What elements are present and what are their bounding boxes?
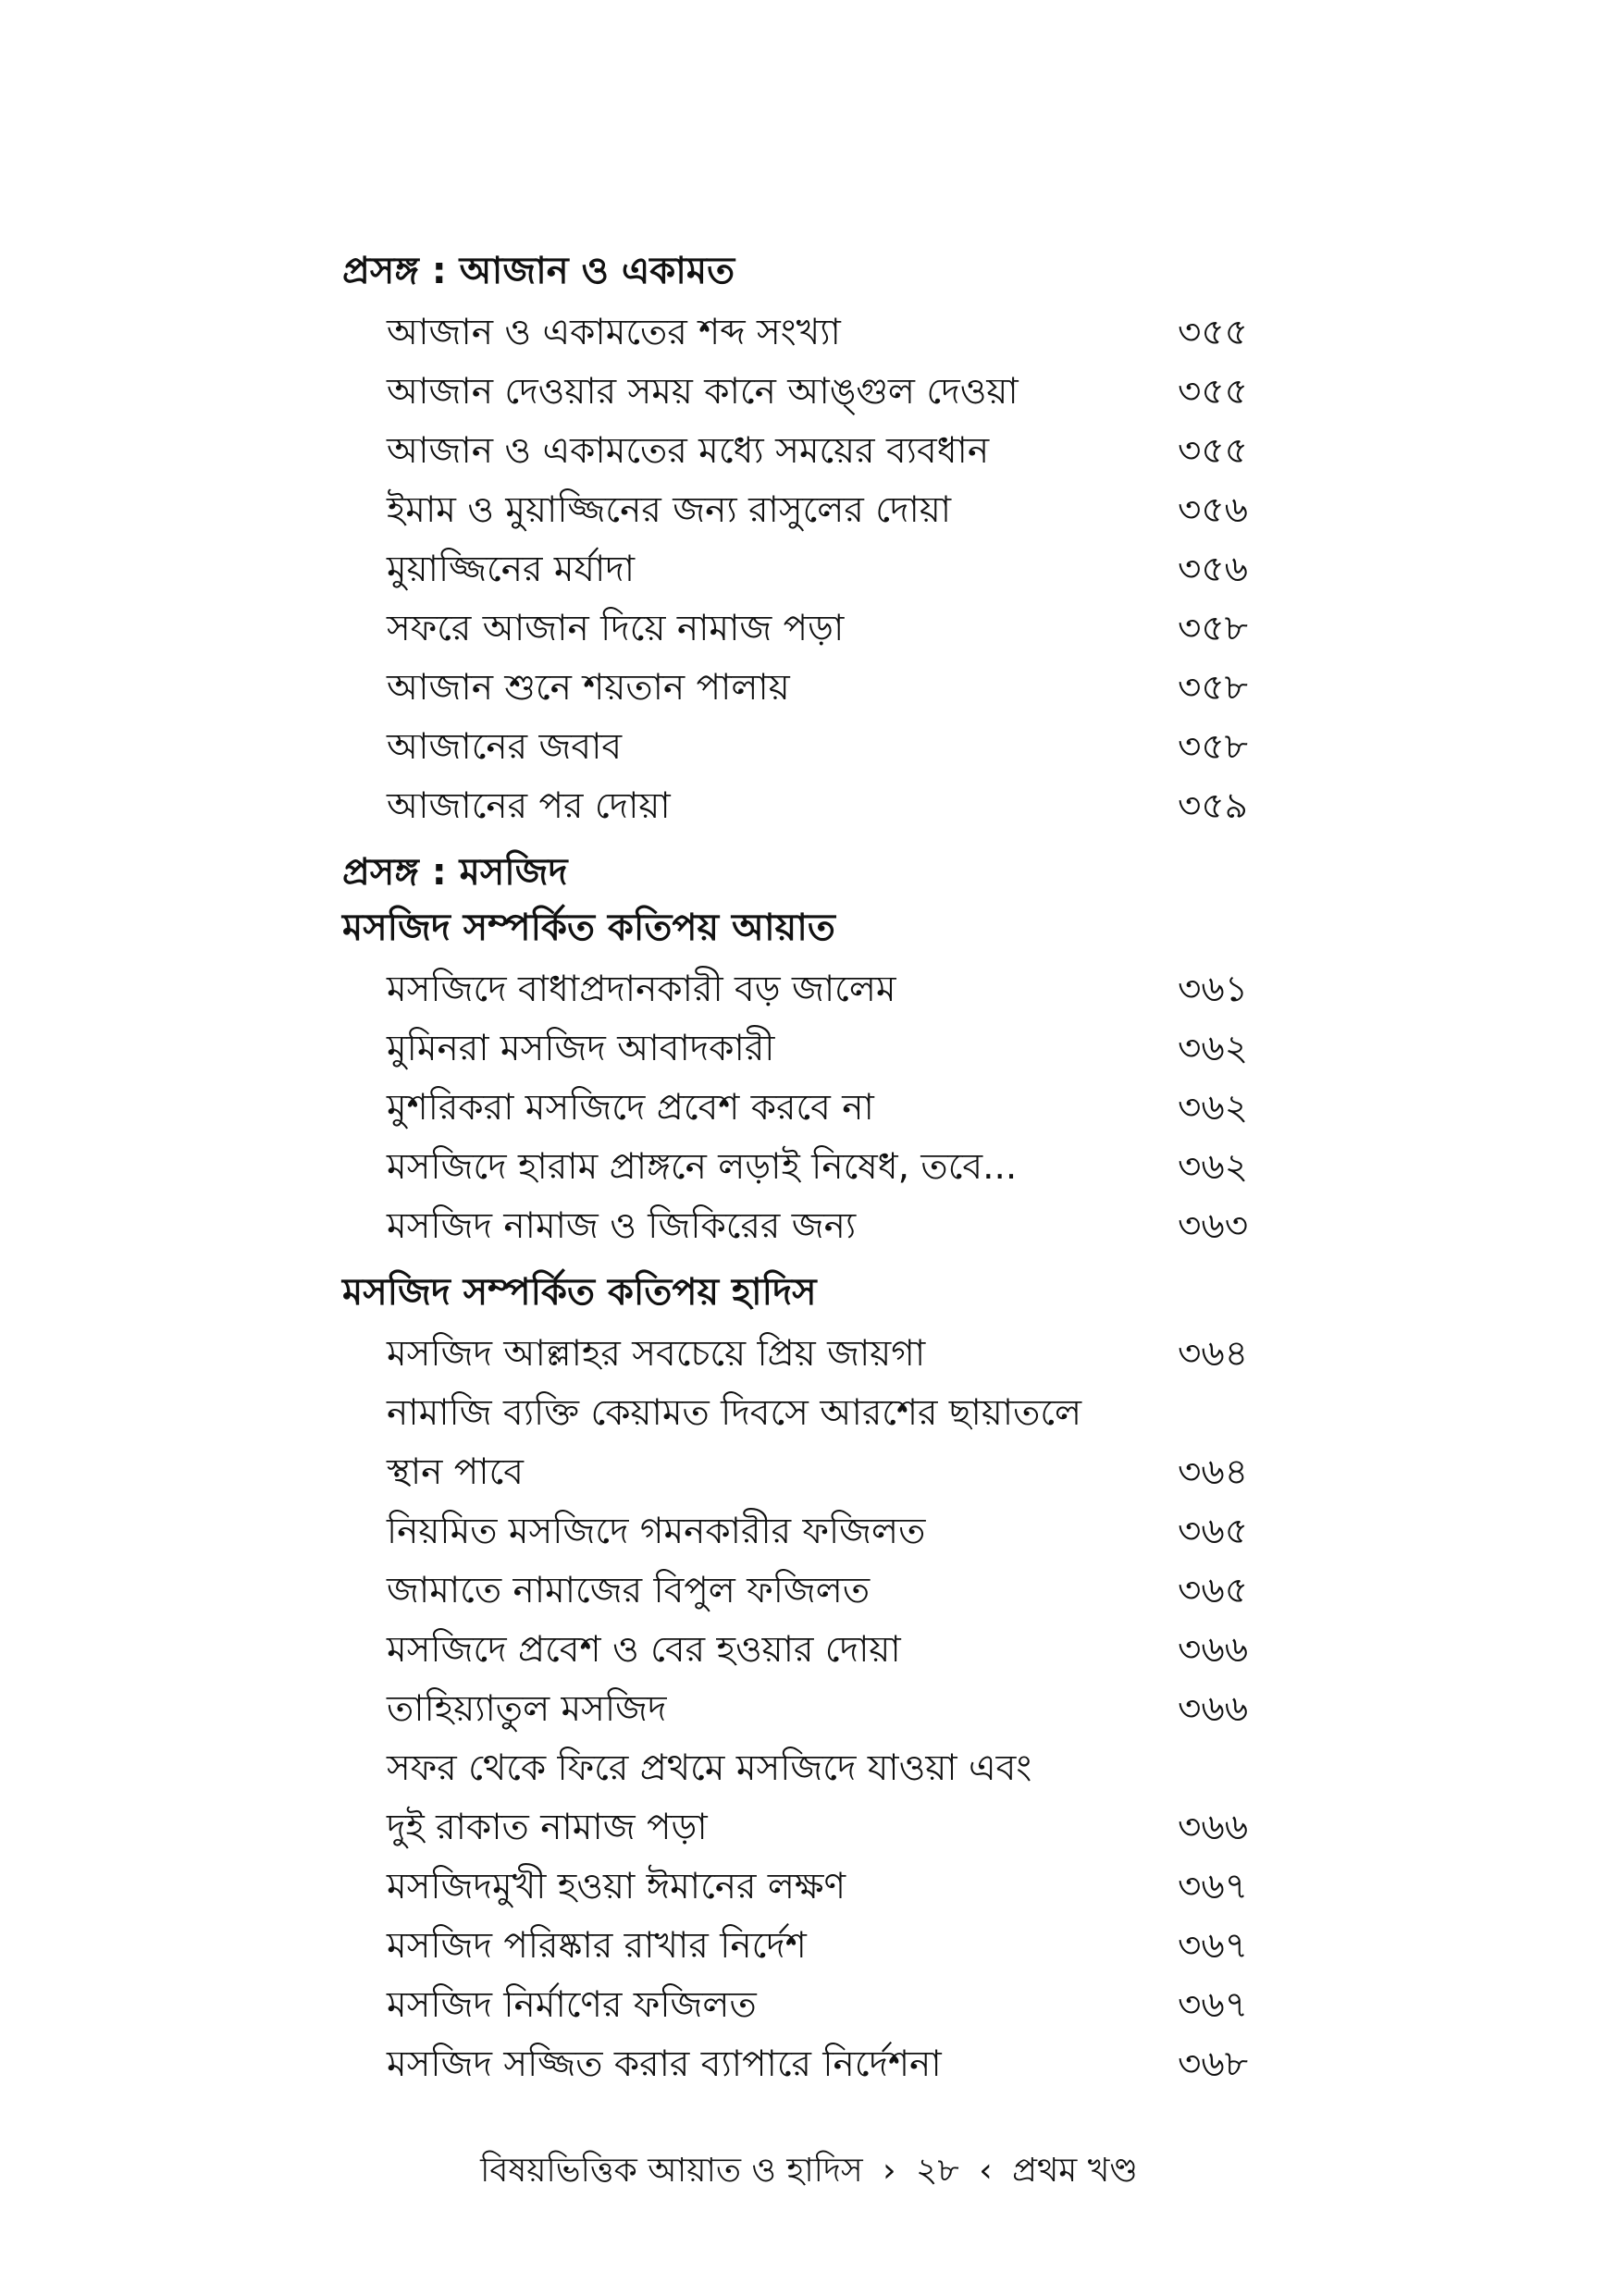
entry-page-number: ৩৫৬ [1178, 489, 1249, 531]
toc-section [342, 849, 1267, 905]
entry-page-number: ৩৬১ [1178, 969, 1249, 1010]
toc-entry [342, 1079, 1267, 1138]
entry-page-number: ৩৫৬ [1178, 549, 1249, 590]
footer-book-title: বিষয়ভিত্তিক আয়াত ও হাদিস [480, 2152, 863, 2190]
toc-section [342, 248, 1267, 836]
entry-page-number: ৩৬৪ [1178, 1333, 1249, 1375]
entry-title: মুশরিকরা মসজিদে প্রবেশ করবে না [387, 1087, 874, 1129]
entry-title: মসজিদ নির্মাণের ফজিলত [387, 1984, 757, 2026]
entry-page-number: ৩৬৫ [1178, 1511, 1249, 1552]
toc-entry [342, 1502, 1267, 1562]
entry-title: মসজিদে প্রবেশ ও বের হওয়ার দোয়া [387, 1629, 901, 1671]
entry-page-number: ৩৫৮ [1178, 726, 1248, 768]
toc-entry [342, 1325, 1267, 1384]
toc-section [342, 1269, 1267, 2094]
toc-entry [342, 1138, 1267, 1197]
entry-title: আজানের জবাব [387, 726, 623, 768]
entry-title: দুই রাকাত নামাজ পড়া [387, 1807, 708, 1848]
entry-page-number: ৩৬৭ [1178, 1925, 1249, 1967]
entry-title: মসজিদ নামাজ ও জিকিরের জন্য [387, 1205, 857, 1247]
toc-entry [342, 1019, 1267, 1079]
section-heading: মসজিদ সম্পর্কিত কতিপয় হাদিস [342, 1271, 817, 1314]
toc-entry [342, 659, 1267, 718]
toc-entry [342, 1917, 1267, 1976]
section-heading: প্রসঙ্গ : মসজিদ [342, 851, 568, 894]
entry-title: আজান ও একামতের শব্দ সংখ্যা [387, 312, 841, 353]
entry-page-number: ৩৬২ [1178, 1146, 1249, 1188]
toc-entry [342, 1680, 1267, 1739]
entry-title: আজানের পর দোয়া [387, 785, 671, 827]
entry-page-number: ৩৬৬ [1178, 1629, 1249, 1671]
footer-separator-right: ‹ [979, 2152, 993, 2190]
toc-entry [342, 1621, 1267, 1680]
toc-entry [342, 363, 1267, 422]
toc-entry [342, 1739, 1267, 1798]
toc-entry [342, 960, 1267, 1019]
footer-page-number: ২৮ [916, 2152, 959, 2190]
entry-page-number: ৩৫৫ [1178, 371, 1248, 413]
entry-page-number: ৩৬৭ [1178, 1866, 1249, 1907]
toc-section [342, 905, 1267, 1256]
entry-page-number: ৩৬৭ [1178, 1984, 1249, 2026]
entry-page-number: ৩৫৫ [1178, 430, 1248, 472]
toc-entry [342, 540, 1267, 599]
footer-separator-left: › [883, 2152, 896, 2190]
entry-title: মুয়াজ্জিনের মর্যাদা [387, 549, 636, 590]
entry-title: মসজিদে বাধাপ্রদানকারী বড় জালেম [387, 969, 896, 1010]
toc-entry [342, 2035, 1267, 2094]
entry-title: মুমিনরা মসজিদ আবাদকারী [387, 1028, 775, 1069]
footer-volume: প্রথম খণ্ড [1012, 2152, 1138, 2190]
entry-page-number: ৩৬২ [1178, 1087, 1249, 1129]
entry-page-number: ৩৫৯ [1178, 785, 1248, 827]
section-heading: মসজিদ সম্পর্কিত কতিপয় আয়াত [342, 907, 835, 949]
entry-page-number: ৩৬৮ [1178, 2043, 1249, 2085]
entry-title: আজান দেওয়ার সময় কানে আঙ্গুল দেওয়া [387, 371, 1019, 413]
toc-entry [342, 1197, 1267, 1256]
entry-page-number: ৩৫৫ [1178, 312, 1248, 353]
toc-entry [342, 303, 1267, 363]
entry-title: নিয়মিত মসজিদে গমনকারীর ফজিলত [387, 1511, 926, 1552]
entry-title: তাহিয়্যাতুল মসজিদ [387, 1688, 667, 1730]
entry-title: আজান ও একামতের মধ্যে সময়ের ব্যবধান [387, 430, 990, 472]
entry-page-number: ৩৬৩ [1178, 1205, 1249, 1247]
toc-entry [342, 1798, 1267, 1858]
entry-title: মসজিদ পরিষ্কার রাখার নির্দেশ [387, 1925, 807, 1967]
toc-entry [342, 1858, 1267, 1917]
toc-entry [342, 1384, 1267, 1443]
entry-page-number: ৩৫৮ [1178, 608, 1248, 649]
entry-page-number: ৩৫৮ [1178, 667, 1248, 709]
entry-title: নামাজি ব্যক্তি কেয়ামত দিবসে আরশের ছায়াতলে [387, 1392, 1082, 1434]
entry-page-number: ৩৬৫ [1178, 1570, 1249, 1611]
entry-title: সফরে আজান দিয়ে নামাজ পড়া [387, 608, 845, 649]
toc-entry [342, 777, 1267, 836]
entry-page-number: ৩৬৬ [1178, 1807, 1249, 1848]
entry-title: সফর থেকে ফিরে প্রথমে মসজিদে যাওয়া এবং [387, 1747, 1032, 1789]
entry-page-number: ৩৬৪ [1178, 1451, 1249, 1493]
entry-page-number: ৩৬৬ [1178, 1688, 1249, 1730]
toc-entry [342, 1443, 1267, 1502]
entry-title: স্থান পাবে [387, 1451, 524, 1493]
entry-title: মসজিদে হারাম প্রাঙ্গনে লড়াই নিষেধ, তবে... [387, 1146, 1018, 1188]
toc-entry [342, 1976, 1267, 2035]
page-footer [0, 2148, 1618, 2194]
toc-entry [342, 1562, 1267, 1621]
table-of-contents [342, 248, 1267, 2107]
entry-title: মসজিদ সজ্জিত করার ব্যাপারে নির্দেশনা [387, 2043, 942, 2085]
toc-entry [342, 422, 1267, 481]
entry-title: মসজিদমুখী হওয়া ঈমানের লক্ষণ [387, 1866, 846, 1907]
entry-title: ইমাম ও মুয়াজ্জিনের জন্য রাসুলের দোয়া [387, 489, 952, 531]
entry-title: আজান শুনে শয়তান পালায় [387, 667, 790, 709]
entry-page-number: ৩৬২ [1178, 1028, 1249, 1069]
section-heading: প্রসঙ্গ : আজান ও একামত [342, 250, 735, 292]
entry-title: জামাতে নামাজের বিপুল ফজিলত [387, 1570, 871, 1611]
toc-entry [342, 599, 1267, 659]
toc-entry [342, 481, 1267, 540]
entry-title: মসজিদ আল্লাহর সবচেয়ে প্রিয় জায়গা [387, 1333, 926, 1375]
toc-entry [342, 718, 1267, 777]
